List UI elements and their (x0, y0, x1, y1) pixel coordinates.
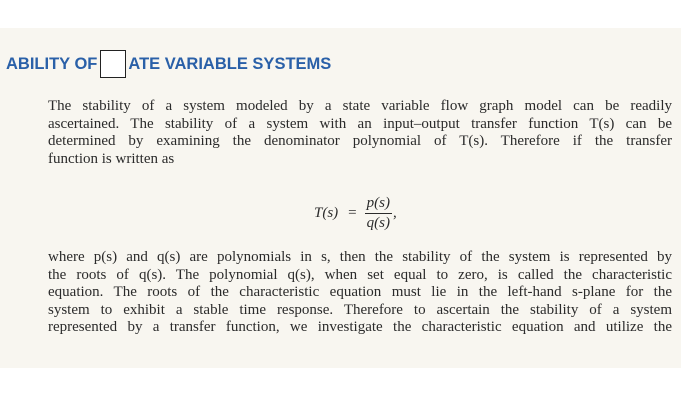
heading-text-start: ABILITY OF (6, 54, 98, 73)
section-heading (6, 50, 331, 78)
paragraph-characteristic-equation (48, 249, 672, 337)
fraction (365, 195, 392, 232)
text-line: ascertained. The stability of a system with an input–output transfer function T(s) can be (48, 115, 672, 132)
text-line: represented by a transfer function, we investigate the characteristic equation and utilize the (48, 319, 672, 335)
equals-sign: = (348, 205, 357, 221)
equation-lhs: T(s) (314, 205, 339, 221)
book-page (0, 28, 681, 368)
fraction-numerator: p(s) (365, 195, 392, 214)
text-line: The stability of a system modeled by a state variable flow graph model can be readily (48, 98, 672, 114)
redaction-box (100, 50, 126, 78)
text-line: where p(s) and q(s) are polynomials in s, then the stability of the system is represented by (48, 249, 672, 265)
text-line: equation. The roots of the characteristic equation must lie in the left-hand s-plane for the (48, 284, 672, 300)
text-line: the roots of q(s). The polynomial q(s), when set equal to zero, is called the characteristic (48, 266, 672, 283)
fraction-denominator: q(s) (366, 215, 390, 231)
text-line: function is written as (48, 150, 175, 167)
equation-punctuation: , (392, 205, 397, 221)
text-line: system to exhibit a stable time response. Therefore to ascertain the stability of a system (48, 301, 672, 318)
heading-text-end: ATE VARIABLE SYSTEMS (128, 54, 332, 73)
paragraph-intro (48, 98, 672, 168)
text-line: determined by examining the denominator polynomial of T(s). Therefore if the transfer (48, 133, 672, 149)
transfer-function-equation (314, 195, 397, 232)
